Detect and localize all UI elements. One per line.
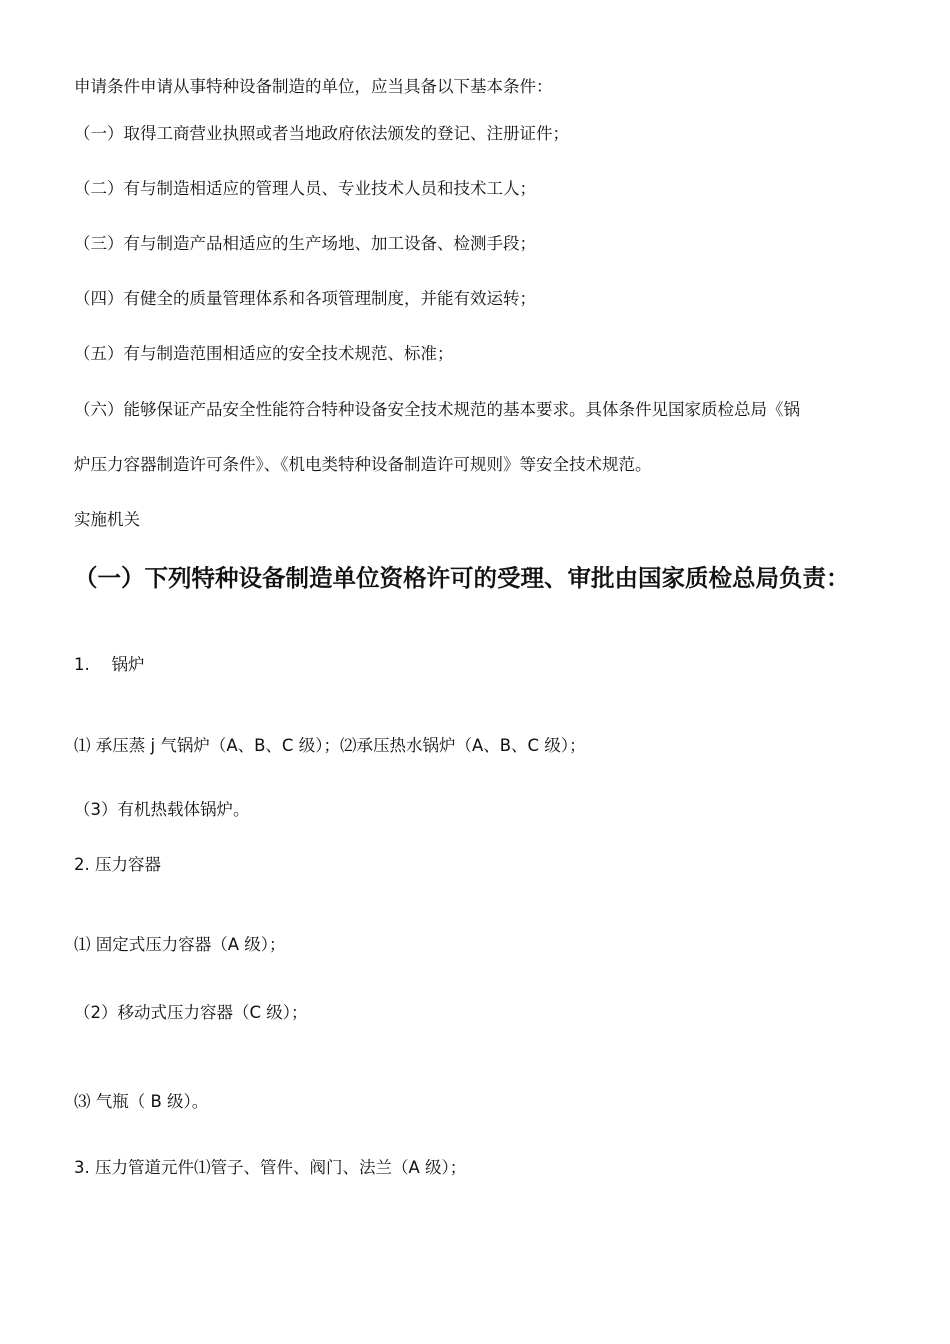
gas-cylinder-line: ⑶ 气瓶（ B 级）。 [74,1092,209,1111]
condition-3: （三）有与制造产品相适应的生产场地、加工设备、检测手段； [74,234,536,253]
condition-2: （二）有与制造相适应的管理人员、专业技术人员和技术工人； [74,179,536,198]
fixed-vessel-line: ⑴ 固定式压力容器（A 级）； [74,935,286,954]
mobile-vessel-line: （2）移动式压力容器（C 级）； [74,1003,308,1022]
condition-4: （四）有健全的质量管理体系和各项管理制度，并能有效运转； [74,289,536,308]
pipe-components-line: 3. 压力管道元件⑴管子、管件、阀门、法兰（A 级）； [74,1158,467,1177]
pressure-vessel-title: 2. 压力容器 [74,855,161,874]
boiler-title: 1. 锅炉 [74,655,145,674]
section-label: 实施机关 [74,510,140,529]
condition-6-line-2: 炉压力容器制造许可条件》、《机电类特种设备制造许可规则》等安全技术规范。 [74,455,652,474]
condition-5: （五）有与制造范围相适应的安全技术规范、标准； [74,344,454,363]
boiler-organic-line: （3）有机热载体锅炉。 [74,800,250,819]
condition-1: （一）取得工商营业执照或者当地政府依法颁发的登记、注册证件； [74,124,569,143]
section-heading: （一）下列特种设备制造单位资格许可的受理、审批由国家质检总局负责： [74,564,850,592]
boiler-types-line: ⑴ 承压蒸 j 气锅炉（A、B、C 级）；⑵承压热水锅炉（A、B、C 级）； [74,736,586,755]
intro-text: 申请条件申请从事特种设备制造的单位，应当具备以下基本条件： [74,77,553,96]
condition-6-line-1: （六）能够保证产品安全性能符合特种设备安全技术规范的基本要求。具体条件见国家质检总局《锅 [74,400,800,419]
